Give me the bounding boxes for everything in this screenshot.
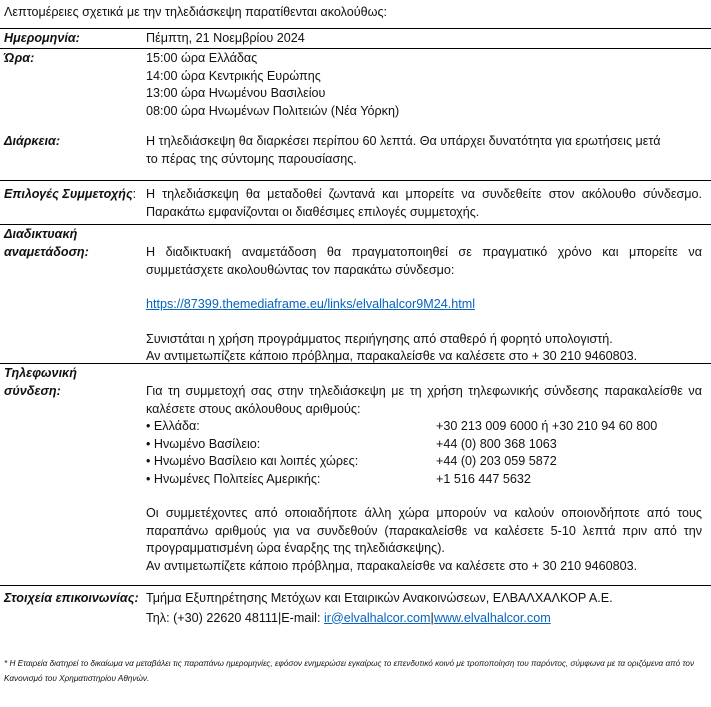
separator: |: [278, 610, 282, 625]
contact-value: [146, 590, 613, 627]
options-colon: :: [132, 187, 137, 201]
phone-number: +30 213 009 6000 ή +30 210 94 60 800: [436, 419, 658, 433]
contact-label: Στοιχεία επικοινωνίας:: [4, 591, 139, 605]
webcast-row: [0, 224, 711, 364]
duration-line: Η τηλεδιάσκεψη θα διαρκέσει περίπου 60 λεπτά. Θα υπάρχει δυνατότητα για ερωτήσεις μετά: [146, 134, 661, 148]
phone-number-item: [146, 453, 702, 471]
intro-text: Λεπτομέρειες σχετικά με την τηλεδιάσκεψη παρατίθενται ακολούθως:: [4, 5, 388, 19]
options-label-text: Επιλογές Συμμετοχής: [4, 187, 133, 201]
contact-line: [146, 610, 613, 628]
time-line: 08:00 ώρα Ηνωμένων Πολιτειών (Νέα Υόρκη): [146, 103, 400, 118]
webcast-label: [4, 226, 89, 261]
duration-line: το πέρας της σύντομης παρουσίασης.: [146, 151, 357, 166]
time-line: 13:00 ώρα Ηνωμένου Βασιλείου: [146, 86, 326, 100]
contact-row: [0, 585, 711, 636]
webcast-link-wrap: [146, 296, 702, 314]
webcast-text: Η διαδικτυακή αναμετάδοση θα πραγματοποιηθεί σε πραγματικό χρόνο και μπορείτε να συμμετάσχετε ακολουθώντας τον παρακάτω σύνδεσμο:: [146, 245, 702, 277]
options-label: [4, 186, 136, 204]
footnote: * Η Εταιρεία διατηρεί το δικαίωμα να μεταβάλει τις παραπάνω ημερομηνίες, εφόσον ενημερώσει εγκαίρως το επενδυτικό κοινό με τροποποίηση του παρόντος, σύμφωνα με τα οριζόμενα από τον Κανονισμό του Χρηματιστηρίου Αθηνών.: [4, 659, 695, 683]
duration-row: [0, 128, 711, 179]
phone-text: Για τη συμμετοχή σας στην τηλεδιάσκεψη με τη χρήση τηλεφωνικής σύνδεσης παρακαλείσθε να καλέσετε στους ακόλουθους αριθμούς:: [146, 384, 702, 416]
phone-number: +44 (0) 800 368 1063: [436, 436, 557, 451]
options-value: [146, 186, 702, 221]
phone-label-line: σύνδεση:: [4, 383, 61, 398]
options-text: Η τηλεδιάσκεψη θα μεταδοθεί ζωντανά και μπορείτε να συνδεθείτε στον ακόλουθο σύνδεσμο. Παρακάτω εμφανίζονται οι διαθέσιμες επιλογές συμμετοχής.: [146, 187, 702, 219]
phone-problem: Αν αντιμετωπίζετε κάποιο πρόβλημα, παρακαλείσθε να καλέσετε στο + 30 210 9460803.: [146, 558, 638, 573]
date-value: [146, 30, 305, 48]
phone-country: • Ηνωμένες Πολιτείες Αμερικής:: [146, 471, 321, 486]
time-label: Ώρα:: [4, 51, 35, 65]
contact-website-link[interactable]: www.elvalhalcor.com: [433, 610, 551, 625]
phone-number-item: [146, 436, 702, 454]
phone-country: • Ηνωμένο Βασίλειο:: [146, 436, 261, 451]
phone-other-countries: Οι συμμετέχοντες από οποιαδήποτε άλλη χώρα μπορούν να καλούν οποιονδήποτε από τους παραπάνω αριθμούς για να συνδεθούν (παρακαλείσθε να καλέσετε 5-10 λεπτά πριν από την προγραμματισμένη ώρα έναρξης της τηλεδιάσκεψης).: [146, 506, 702, 555]
options-row: [0, 180, 711, 225]
phone-label-line: Τηλεφωνική: [4, 366, 77, 380]
time-line: 14:00 ώρα Κεντρικής Ευρώπης: [146, 68, 321, 83]
webcast-link[interactable]: https://87399.themediaframe.eu/links/elvalhalcor9M24.html: [146, 297, 476, 311]
date-row: [0, 28, 711, 49]
time-values: [146, 50, 399, 120]
phone-country: • Ελλάδα:: [146, 419, 200, 433]
time-line: 15:00 ώρα Ελλάδας: [146, 51, 258, 65]
webcast-label-line: αναμετάδοση:: [4, 244, 89, 259]
date-label: Ημερομηνία:: [4, 31, 80, 45]
phone-number-item: [146, 418, 702, 436]
phone-number: +44 (0) 203 059 5872: [436, 454, 557, 468]
webcast-note: Αν αντιμετωπίζετε κάποιο πρόβλημα, παρακαλείσθε να καλέσετε στο + 30 210 9460803.: [146, 349, 638, 363]
phone-number: +1 516 447 5632: [436, 471, 531, 486]
phone-number-item: [146, 471, 702, 489]
duration-value: [146, 133, 660, 168]
webcast-value: [146, 244, 702, 366]
contact-department: Τμήμα Εξυπηρέτησης Μετόχων και Εταιρικών Ανακοινώσεων, ΕΛΒΑΛΧΑΛΚΟΡ Α.Ε.: [146, 591, 613, 605]
phone-country: • Ηνωμένο Βασίλειο και λοιπές χώρες:: [146, 454, 359, 468]
phone-row: [0, 363, 711, 586]
webcast-label-line: Διαδικτυακή: [4, 227, 78, 241]
phone-value: [146, 383, 702, 575]
webcast-note: Συνιστάται η χρήση προγράμματος περιήγησης από σταθερό ή φορητό υπολογιστή.: [146, 331, 613, 346]
contact-tel: Τηλ: (+30) 22620 48111: [146, 610, 278, 625]
phone-label: [4, 365, 77, 400]
date-value-text: Πέμπτη, 21 Νοεμβρίου 2024: [146, 31, 305, 45]
separator: |: [430, 610, 434, 625]
contact-email-label: E-mail:: [281, 610, 324, 625]
contact-email-link[interactable]: ir@elvalhalcor.com: [323, 610, 431, 625]
phone-numbers-list: [146, 418, 702, 488]
time-row: [0, 48, 711, 129]
duration-label: Διάρκεια:: [4, 134, 61, 148]
